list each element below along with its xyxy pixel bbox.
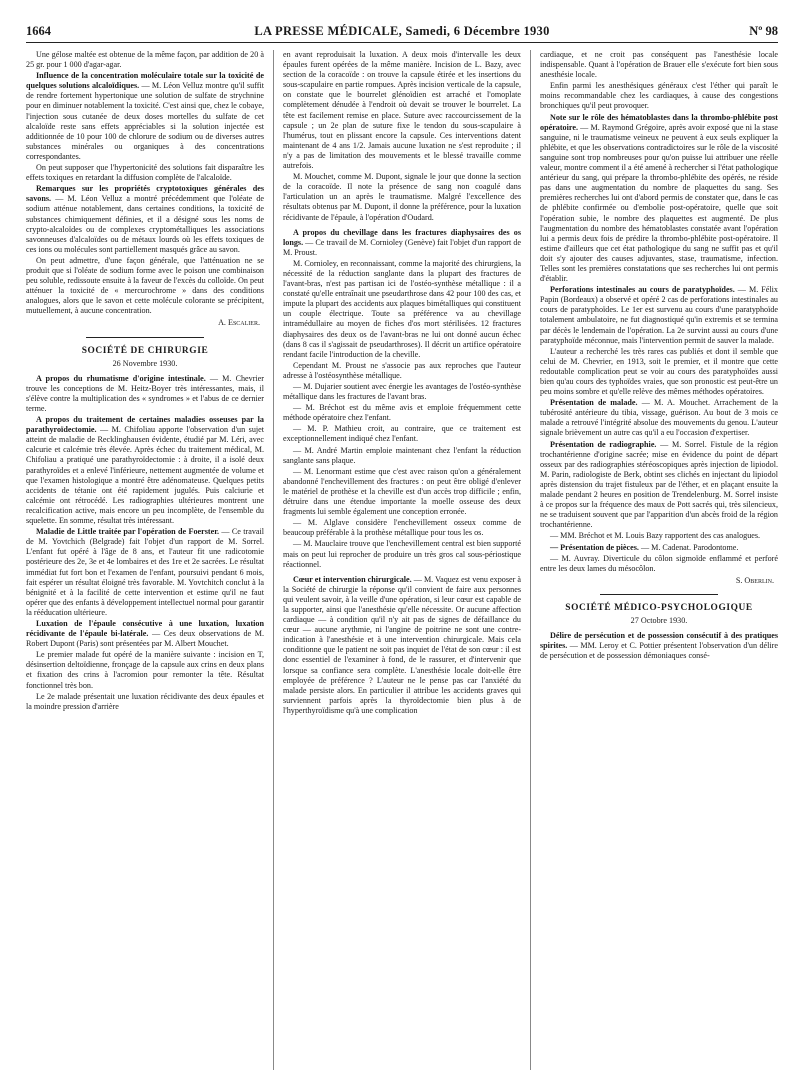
paragraph: Présentation de malade. — M. A. Mouchet. Arrachement de la tubérosité antérieure du tibia, vissage, guérison. Au bout de 3 mois ce malade a retrouvé l'intégrité absolue des mouvements du genou. L'auteur signale brièvement un autre cas qu'il a eu l'occasion d'expertiser. — [540, 398, 778, 438]
page-header — [26, 24, 778, 43]
page-number: 1664 — [26, 24, 51, 38]
paragraph: On peut admettre, d'une façon générale, que l'atténuation ne se produit que si l'oléate de sodium forme avec le poison une combinaison peu soluble, redissoute ensuite à la faveur de l'excès du colloïde. On peut atténuer la toxicité de « mercurochrome » dans des conditions analogues, alors que le savon et cette molécule colorante se précipitent, mutuellement, à aucune concentration. — [26, 255, 264, 316]
journal-title: LA PRESSE MÉDICALE, Samedi, 6 Décembre 1930 — [254, 24, 550, 38]
issue-number: Nº 98 — [749, 24, 778, 38]
subheading: Luxation de l'épaule consécutive à une luxation, luxation récidivante de l'épaule bi-latérale. — [26, 618, 264, 639]
column-1 — [26, 50, 264, 1075]
paragraph: Le premier malade fut opéré de la manière suivante : incision en T, désinsertion deltoïdienne, fronçage de la capsule aux crins en deux plans et fixation des crins à l'acromion pour remonter la tête. Résultat fonctionnel très bon. — [26, 650, 264, 690]
paragraph: — M. Mauclaire trouve que l'enchevillement central est bien supporté mais on peut lui reprocher de produire un très gros cal sous-périostique réactionnel. — [283, 539, 521, 569]
paragraph: — M. Dujarier soutient avec énergie les avantages de l'ostéo-synthèse métallique dans les fractures de l'avant bras. — [283, 382, 521, 402]
paragraph: Perforations intestinales au cours de paratyphoïdes. — M. Félix Papin (Bordeaux) a observé et opéré 2 cas de perforations intestinales au cours de paratyphoïdes. Le 1er est survenu au cours d'une paratyphoïde totalement ambulatoire, ne fut diagnostiqué qu'in extremis et se termina par décès le lendemain de l'opération. La 2e survint aussi au cours d'une paratyphoïde méconnue, mais l'intervention permit de sauver la malade. — [540, 285, 778, 345]
paragraph: cardiaque, et ne croit pas conséquent pas l'anesthésie locale indispensable. Quant à l'opération de Brauer elle s'exécute fort bien sous anesthésie locale. — [540, 50, 778, 80]
paragraph: — Présentation de pièces. — M. Cadenat. Parodontome. — [550, 542, 739, 552]
subheading: A propos du chevillage dans les fractures diaphysaires des os longs. — [283, 227, 521, 247]
paragraph: Présentation de radiographie. — M. Sorrel. Fistule de la région trochantérienne d'origine sacrée; mise en évidence du point de départ osseux par des radiographies stéréoscopiques après injection de lipiodol. M. Parin, radiologiste de Berk, obtint ses clichés en injectant du lipiodol après distension du trajet fistuleux par de l'éther, et en plaçant ensuite la malade pendant 2 heures en position de Trendelenburg. M. Sorrel insiste à ce propos sur la fréquence des maux de Pott sacrés qui, très silencieux, ne se traduisent souvent que par l'apparition d'un abcès froid de la région trochantérienne. — [540, 439, 778, 530]
paragraph: — M. André Martin emploie maintenant chez l'enfant la réduction sanglante sans plaque. — [283, 445, 521, 465]
paragraph: — M. P. Mathieu croit, au contraire, que ce traitement est exceptionnellement indiqué chez l'enfant. — [283, 424, 521, 444]
subheading: Cœur et intervention chirurgicale. — [293, 574, 412, 584]
subheading: A propos du rhumatisme d'origine intestinale. — [36, 373, 206, 383]
author-signature: S. Oberlin. — [735, 575, 774, 585]
paragraph: — M. Bréchot est du même avis et emploie fréquemment cette méthode opératoire chez l'enfant. — [283, 403, 521, 423]
section-title: SOCIÉTÉ DE CHIRURGIE — [81, 345, 209, 356]
paragraph: — M. Lenormant estime que c'est avec raison qu'on a généralement abandonné l'enchevillement des fractures : on peut être obligé d'enlever le matériel de prothèse et la cheville est d'un accès trop difficile ; enfin, détruire dans une étendue importante la moelle osseuse des deux fragments lui semble également une conception erronée. — [283, 466, 521, 517]
column-2 — [283, 50, 521, 1075]
subheading: A propos du traitement de certaines maladies osseuses par la parathyroïdectomie. — [26, 415, 264, 435]
paragraph: M. Cornioley, en reconnaissant, comme la majorité des chirurgiens, la nécessité de la réduction sanglante dans la plupart des fractures de l'avant-bras, n'est pas partisan ici de l'ostéo-synthèse métallique : il a constaté qu'elle entraînait une pseudarthrose dans 42 pour 100 des cas, et impute la plupart des accidents aux plaques bimétalliques qui constituent un couple électrique. Toute sa préférence va au chevillage intramédullaire au moyen de fiches d'os mort stérilisées. 12 fractures diaphysaires des deux os de l'avant-bras ne lui ont donné aucun échec (dans 8 cas il s'agissait de pseudarthroses). Il décrit un artifice opératoire rendant facile l'introduction de la cheville. — [283, 258, 521, 359]
paragraph: Cependant M. Proust ne s'associe pas aux reproches que l'auteur adresse à l'ostéosynthèse métallique. — [283, 360, 521, 380]
section-title: SOCIÉTÉ MÉDICO-PSYCHOLOGIQUE — [565, 602, 753, 613]
paragraph: A propos du chevillage dans les fractures diaphysaires des os longs. — Ce travail de M. Cornioley (Genève) fait l'objet d'un rapport de M. Proust. — [283, 227, 521, 257]
paragraph: en avant reproduisait la luxation. A deux mois d'intervalle les deux épaules furent opérées de la même manière. Incision de L. Bazy, avec section de la coracoïde : on trouve la capsule étirée et les insertions du sous-scapulaire en partie rompues. Après incision verticale de la capsule, on constate que le bourrelet glénoïdien est arraché et l'omoplate complètement dénudée à l'endroit où devait se trouver le bourrelet. La tête est facilement remise en place. Suture avec raccourcissement de la capsule ; un 2e plan de suture fixe le tendon du sous-scapulaire à l'humérus, tout en plissant encore la capsule. Ces interventions datent maintenant de 4 ans 1/2. Jamais aucune luxation ne s'est reproduite ; il n'y a pas de limitation des mouvements et le blessé travaille comme autrefois. — [283, 50, 521, 171]
paragraph: On peut supposer que l'hypertonicité des solutions fait disparaître les effets toxiques en retardant la diffusion complète de l'alcaloïde. — [26, 163, 264, 183]
paragraph: Luxation de l'épaule consécutive à une luxation, luxation récidivante de l'épaule bi-latérale. — Ces deux observations de M. Robert Dupont (Paris) sont présentées par M. Albert Mouchet. — [26, 618, 264, 649]
paragraph: — M. Alglave considère l'enchevillement osseux comme de beaucoup préférable à la prothèse métallique pour tous les os. — [283, 518, 521, 538]
paragraph: A propos du traitement de certaines maladies osseuses par la parathyroïdectomie. — M. Chifoliau apporte l'observation d'un sujet atteint de maladie de Recklinghausen évidente, étudié par M. Léri, avec calcurie et calcémie très élevée. Après échec du traitement médical, M. Chifoliau a pratiqué une parathyroïdectomie : à droite, il a isolé deux parathyroïdes et a enlevé l'inférieure, nettement augmentée de volume et que l'examen histologique a montré être adénomateuse. Quelques petits accidents de tétanie ont été rapidement jugulés. Puis calciurie et calcémie ont rétrocédé. Les radiographies ultérieures montrent une recalcification active, mais encore un peu incomplète, de l'ensemble du squelette. En somme, résultat très intéressant. — [26, 415, 264, 526]
paragraph: Une gélose maltée est obtenue de la même façon, par addition de 20 à 25 gr. pour 1 000 d'agar-agar. — [26, 50, 264, 70]
subheading: Présentation de malade. — [550, 398, 638, 408]
paragraph: Remarques sur les propriétés cryptotoxiques générales des savons. — M. Léon Velluz a montré précédemment que l'oléate de sodium atténue notablement, dans certaines conditions, la toxicité de substances chimiquement définies, et il a désigné sous les noms de crypto-alcaloïdes ou de complexes cryptométalliques les associations savonneuses d'alcaloïdes ou de métaux lourds où les effets toxiques de ces ions ou molécules sont partiellement masqués grâce au savon. — [26, 184, 264, 254]
paragraph: Note sur le rôle des hématoblastes dans la thrombo-phlébite post opératoire. — M. Raymond Grégoire, après avoir exposé que ni la stase sanguine, ni le traumatisme veineux ne peuvent à eux seuls expliquer la phlébite, et que les observations contradictoires sur le rôle de la viscosité sanguine sont trop nombreuses pour qu'on puisse lui attribuer une réelle valeur, montre comment il a été amené à rechercher si l'état pathologique antérieur du sang, qui prépare la thrombo-phlébite des opérés, ne réside pas dans une augmentation du nombre de plaquettes du sang. Ses premières recherches lui ont d'abord permis de constater que, dans le cas de phlébite confirmée ou d'embolie post-opératoire, quelle que soit l'opération subie, le nombre des plaquettes est augmenté. De plus l'augmentation du nombre des hématoblastes constatée avant l'opération lui a permis deux fois de prédire la thrombo-phlébite post-opératoire. Il estime d'ailleurs que cet état pathologique du sang ne suffit pas et qu'il doit s'y ajouter des causes adjuvantes, stase, traumatisme, infection. Telles sont les premières constatations que ses recherches lui ont permis d'établir. — [540, 112, 778, 284]
paragraph: M. Mouchet, comme M. Dupont, signale le jour que donne la section de la coracoïde. Il note la présence de sang non coagulé dans l'articulation un an après le traumatisme. Malgré l'excellence des résultats obtenus par M. Dupont, il donne la préférence, pour la luxation récidivante de l'épaule, à l'opération d'Oudard. — [283, 172, 521, 222]
subheading: Maladie de Little traitée par l'opération de Foerster. — [36, 527, 220, 537]
paragraph: A propos du rhumatisme d'origine intestinale. — M. Chevrier trouve les conceptions de M. Heitz-Boyer très intéressantes, mais, il s'élève contre la multiplication des « syndromes » et l'abus de ce dernier terme. — [26, 373, 264, 413]
subheading: — Présentation de pièces. — [550, 542, 639, 552]
subheading: Perforations intestinales au cours de paratyphoïdes. — [550, 285, 735, 295]
paragraph: Enfin parmi les anesthésiques généraux c'est l'éther qui paraît le moins recommandable chez les cardiaques, à cause des congestions bronchiques qu'il peut provoquer. — [540, 81, 778, 111]
paragraph: — MM. Bréchot et M. Louis Bazy rapportent des cas analogues. — [550, 531, 761, 541]
section-date: 26 Novembre 1930. — [112, 358, 178, 368]
paragraph: Influence de la concentration moléculaire totale sur la toxicité de quelques solutions alcaloïdiques. — M. Léon Velluz montre qu'il suffit de rendre fortement hypertonique une solution de sulfate de strychnine pour en diminuer notablement la toxicité. C'est ainsi que, chez le cobaye, l'injection sous cutanée de deux doses mortelles du sulfate de cet alcaloïde reste sans effets appréciables si la solution injectée est additionnée de 10 pour 100 de chlorure de sodium ou de diverses autres substances minérales ou organiques à des concentrations correspondantes. — [26, 71, 264, 161]
subheading: Remarques sur les propriétés cryptotoxiques générales des savons. — [26, 184, 264, 204]
paragraph: Le 2e malade présentait une luxation récidivante des deux épaules et la moindre pression d'arrière — [26, 691, 264, 711]
section-rule — [600, 594, 718, 595]
subheading: Délire de persécution et de possession consécutif à des pratiques spirites. — [540, 631, 778, 651]
paragraph: Cœur et intervention chirurgicale. — M. Vaquez est venu exposer à la Société de chirurgie la réponse qu'il convient de faire aux personnes qui veulent savoir, à la veille d'une opération, si leur cœur est capable de la supporter, ainsi que l'anesthésie qu'elle nécessite. Or aucune affection cardiaque — à condition qu'il n'y ait pas de signes de défaillance du cœur — aucune arythmie, ni l'angine de poitrine ne sont une contre-indication à l'anesthésie et à une intervention chirurgicale. Mais cela conditionne que le patient ne soit pas inquiet de l'état de son cœur : il est donc essentiel de l'examiner à fond, de le rassurer, et d'intervenir que lorsque sa confiance sera complète. L'anesthésie locale doit-elle être employée de préférence ? L'auteur ne le pense pas car l'anxiété du malade persiste alors. En particulier il attribue les accidents graves qui surviennent parfois après la thyroïdectomie bien plus à de l'hyperthyroïdisme qu'à une complication — [283, 574, 521, 715]
paragraph: L'auteur a recherché les très rares cas publiés et dont il semble que celui de M. Chevrier, en 1913, soit le premier, et il montre que cette redoutable complication peut se voir au cours des paratyphoïdes aussi bien qu'au cours des typhoïdes vraies, que son pronostic est peut-être un peu moins sombre et qu'elle relève des mêmes méthodes opératoires. — [540, 346, 778, 397]
section-rule — [86, 337, 204, 338]
article-columns — [26, 50, 778, 1075]
subheading: Présentation de radiographie. — [550, 439, 657, 449]
paragraph: — M. Auvray. Diverticule du côlon sigmoïde enflammé et perforé entre les deux lames du mésocôlon. — [540, 553, 778, 573]
paragraph: Délire de persécution et de possession consécutif à des pratiques spirites. — MM. Leroy et C. Pottier présentent l'observation d'un délire de persécution et de possession démoniaques consé- — [540, 631, 778, 661]
section-date: 27 Octobre 1930. — [630, 615, 688, 625]
author-signature: A. Escalier. — [218, 318, 260, 328]
column-3 — [540, 50, 778, 1075]
subheading: Note sur le rôle des hématoblastes dans la thrombo-phlébite post opératoire. — [540, 112, 778, 132]
subheading: Influence de la concentration moléculaire totale sur la toxicité de quelques solutions alcaloïdiques. — [26, 71, 264, 91]
paragraph: Maladie de Little traitée par l'opération de Foerster. — Ce travail de M. Yovtchich (Belgrade) fait l'objet d'un rapport de M. Sorrel. L'enfant fut opéré à l'âge de 8 ans, et l'auteur fit une radicotomie postérieure des 2e, 3e et 4e lombaires et des 1re et 2e sacrées. Le résultat immédiat fut fort bon et l'examen de l'enfant, poursuivi pendant 6 mois, fait espérer un résultat éloigné très favorable. M. Yovtchitch conclut à la bénignité et à la facilité de cette intervention et estime qu'il ne faut opérer que des enfants à développement intellectuel normal pour garantir la rééducation ultérieure. — [26, 527, 264, 617]
